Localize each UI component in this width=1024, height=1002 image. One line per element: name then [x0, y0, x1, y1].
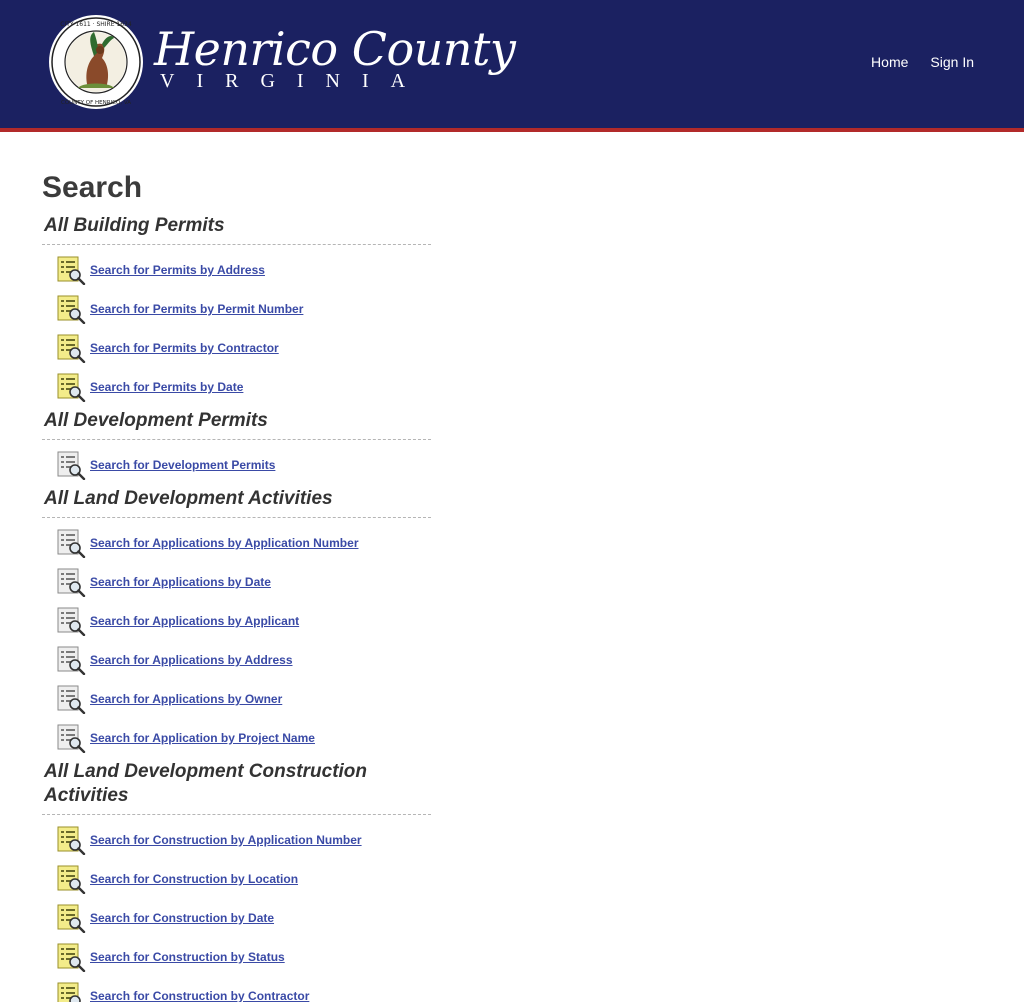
search-link-item: [56, 684, 442, 723]
svg-text:CITY 1611 · SHIRE 1634: CITY 1611 · SHIRE 1634: [60, 21, 132, 28]
search-link-item: [56, 450, 442, 489]
link-search-for-construction-by-date[interactable]: Search for Construction by Date: [90, 911, 275, 925]
search-link-list: [42, 440, 442, 489]
section-all-land-development-construction-activities: [42, 760, 442, 1002]
section-all-land-development-activities: [42, 487, 442, 762]
section-heading: All Land Development Construction Activities: [42, 760, 431, 815]
link-search-for-applications-by-applicant[interactable]: Search for Applications by Applicant: [90, 614, 300, 628]
yellow-document-search-icon: [56, 981, 86, 1002]
county-seal-icon[interactable]: [48, 14, 144, 110]
yellow-document-search-icon: [56, 294, 86, 324]
link-search-for-construction-by-contractor[interactable]: Search for Construction by Contractor: [90, 989, 310, 1002]
gray-document-search-icon: [56, 606, 86, 636]
yellow-document-search-icon: [56, 372, 86, 402]
yellow-document-search-icon: [56, 903, 86, 933]
search-link-item: [56, 333, 442, 372]
link-search-for-permits-by-contractor[interactable]: Search for Permits by Contractor: [90, 341, 279, 355]
section-heading: All Development Permits: [42, 409, 431, 440]
yellow-document-search-icon: [56, 333, 86, 363]
search-link-item: [56, 942, 442, 981]
gray-document-search-icon: [56, 528, 86, 558]
brand-subtitle: VIRGINIA: [160, 70, 428, 92]
search-link-item: [56, 528, 442, 567]
search-link-item: [56, 981, 442, 1002]
yellow-document-search-icon: [56, 864, 86, 894]
link-search-for-applications-by-date[interactable]: Search for Applications by Date: [90, 575, 271, 589]
svg-text:COUNTY OF HENRICO, VA: COUNTY OF HENRICO, VA: [60, 100, 132, 106]
yellow-document-search-icon: [56, 942, 86, 972]
search-link-item: [56, 864, 442, 903]
link-search-for-construction-by-application-number[interactable]: Search for Construction by Application Number: [90, 833, 362, 847]
search-link-item: [56, 567, 442, 606]
section-heading: All Land Development Activities: [42, 487, 431, 518]
search-link-list: [42, 815, 442, 1002]
link-search-for-development-permits[interactable]: Search for Development Permits: [90, 458, 276, 472]
link-search-for-applications-by-address[interactable]: Search for Applications by Address: [90, 653, 293, 667]
link-search-for-application-by-project-name[interactable]: Search for Application by Project Name: [90, 731, 315, 745]
yellow-document-search-icon: [56, 255, 86, 285]
page-title: Search: [42, 171, 143, 204]
yellow-document-search-icon: [56, 825, 86, 855]
section-heading: All Building Permits: [42, 214, 431, 245]
search-link-list: [42, 518, 442, 762]
brand-logo[interactable]: [154, 24, 515, 92]
nav-home-link[interactable]: Home: [871, 54, 909, 70]
top-navigation: [871, 52, 974, 72]
gray-document-search-icon: [56, 567, 86, 597]
section-all-building-permits: [42, 214, 442, 411]
header-accent-rule: [0, 128, 1024, 132]
search-link-item: [56, 825, 442, 864]
search-link-list: [42, 245, 442, 411]
search-link-item: [56, 372, 442, 411]
gray-document-search-icon: [56, 450, 86, 480]
search-link-item: [56, 903, 442, 942]
search-link-item: [56, 723, 442, 762]
link-search-for-construction-by-status[interactable]: Search for Construction by Status: [90, 950, 285, 964]
gray-document-search-icon: [56, 684, 86, 714]
search-link-item: [56, 255, 442, 294]
nav-sign-in-link[interactable]: Sign In: [930, 54, 974, 70]
link-search-for-applications-by-owner[interactable]: Search for Applications by Owner: [90, 692, 283, 706]
search-link-item: [56, 645, 442, 684]
link-search-for-permits-by-address[interactable]: Search for Permits by Address: [90, 263, 265, 277]
gray-document-search-icon: [56, 645, 86, 675]
link-search-for-permits-by-permit-number[interactable]: Search for Permits by Permit Number: [90, 302, 304, 316]
gray-document-search-icon: [56, 723, 86, 753]
search-content: [42, 168, 442, 1002]
link-search-for-applications-by-application-number[interactable]: Search for Applications by Application Number: [90, 536, 359, 550]
section-all-development-permits: [42, 409, 442, 489]
link-search-for-construction-by-location[interactable]: Search for Construction by Location: [90, 872, 299, 886]
brand-name: Henrico County: [154, 22, 516, 76]
search-link-item: [56, 294, 442, 333]
site-header: [0, 0, 1024, 128]
search-sections: [42, 214, 442, 1002]
link-search-for-permits-by-date[interactable]: Search for Permits by Date: [90, 380, 244, 394]
search-link-item: [56, 606, 442, 645]
